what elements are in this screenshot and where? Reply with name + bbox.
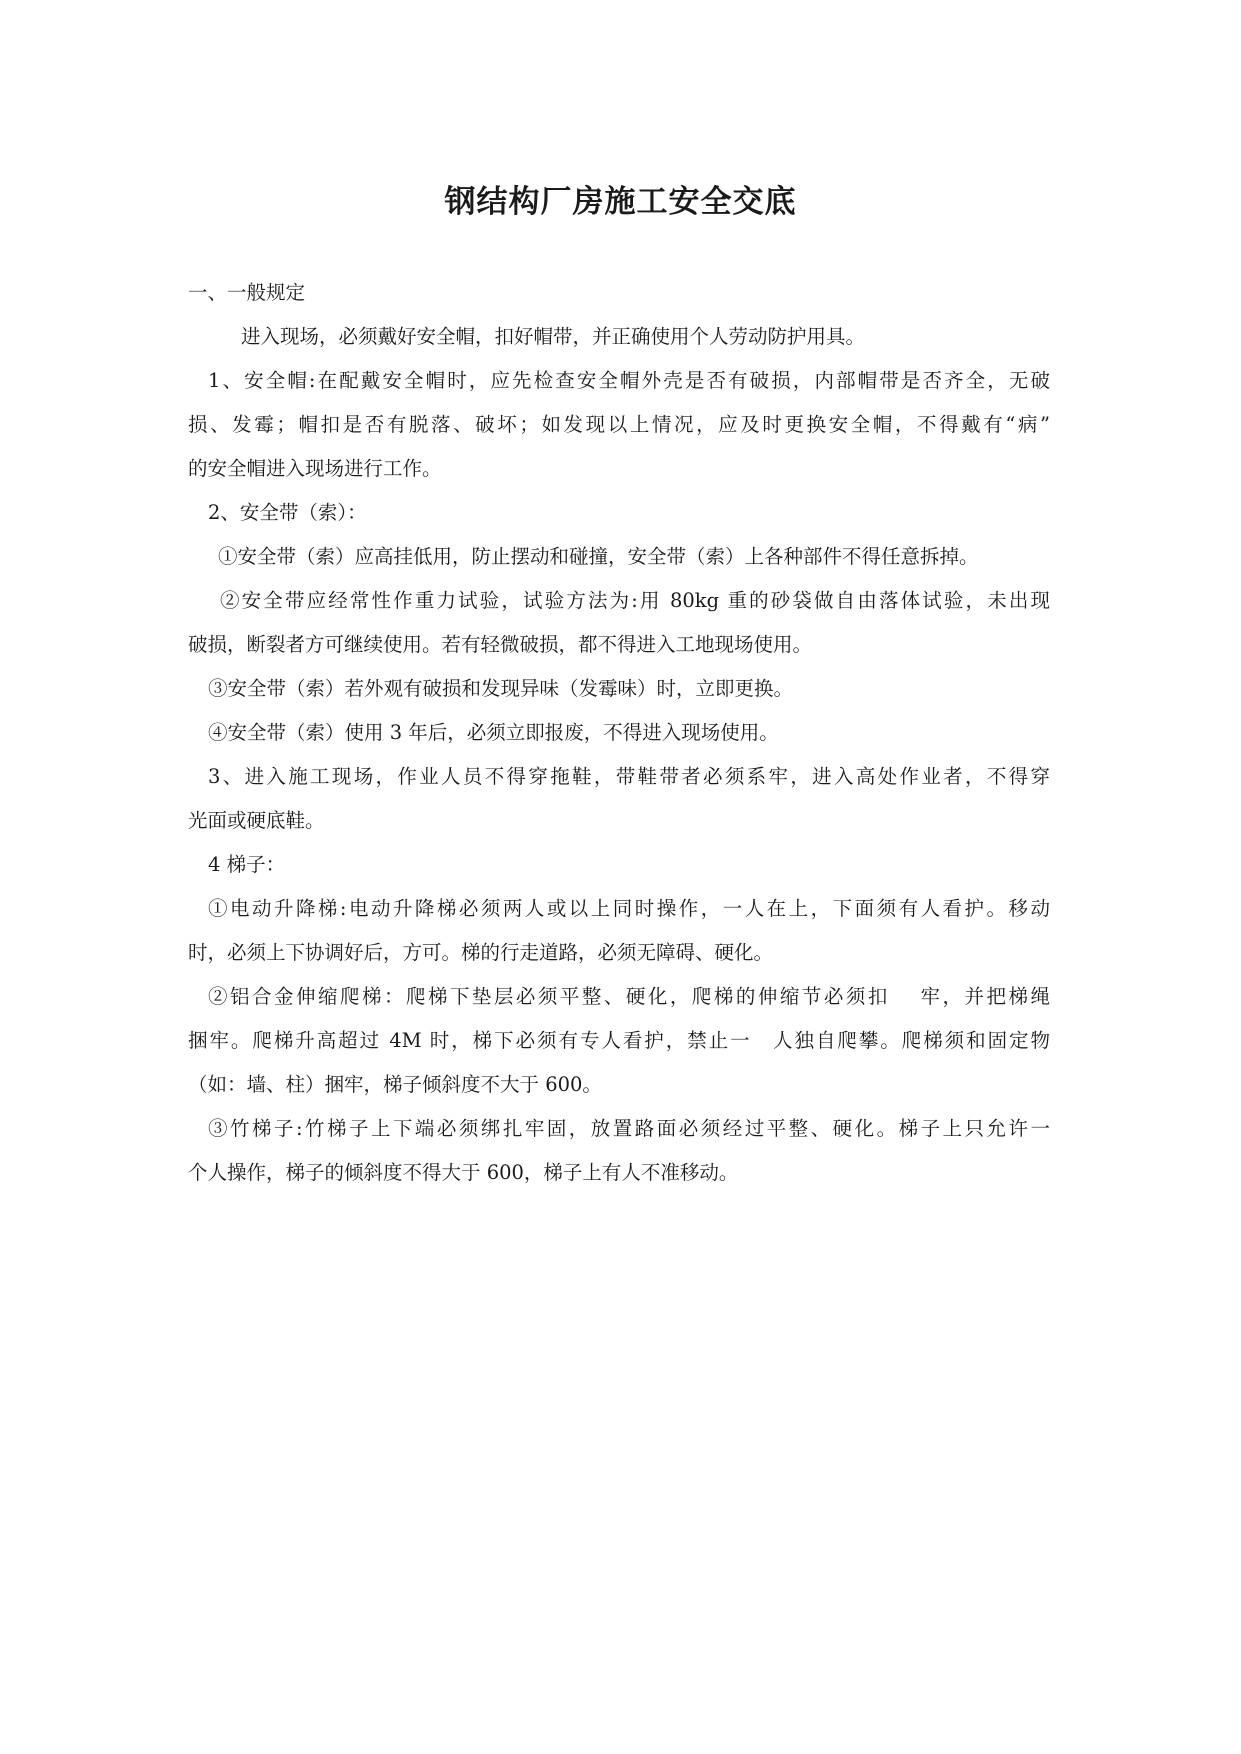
paragraph-line: 3、进入施工现场，作业人员不得穿拖鞋，带鞋带者必须系牢，进入高处作业者，不得穿 — [208, 765, 1050, 788]
paragraph-line: 进入现场，必须戴好安全帽，扣好帽带，并正确使用个人劳动防护用具。 — [241, 325, 866, 348]
paragraph-line: 破损，断裂者方可继续使用。若有轻微破损，都不得进入工地现场使用。 — [188, 633, 813, 656]
paragraph-line: ④安全带（索）使用 3 年后，必须立即报废，不得进入现场使用。 — [208, 721, 779, 744]
paragraph-line: 时，必须上下协调好后，方可。梯的行走道路，必须无障碍、硬化。 — [188, 941, 774, 964]
paragraph-line: 的安全帽进入现场进行工作。 — [188, 457, 442, 480]
document-body — [188, 271, 1050, 1195]
paragraph-line: 个人操作，梯子的倾斜度不得大于 600，梯子上有人不准移动。 — [188, 1161, 739, 1184]
paragraph-line: 2、安全带（索）： — [208, 501, 367, 524]
paragraph-line: 光面或硬底鞋。 — [188, 809, 325, 832]
paragraph-line: 1、安全帽:在配戴安全帽时，应先检查安全帽外壳是否有破损，内部帽带是否齐全，无破 — [208, 369, 1050, 392]
paragraph-line: 损、发霉；帽扣是否有脱落、破坏；如发现以上情况，应及时更换安全帽，不得戴有“病” — [188, 413, 1050, 436]
paragraph-line: （如：墙、柱）捆牢，梯子倾斜度不大于 600。 — [188, 1073, 602, 1096]
paragraph-line: 4 梯子： — [208, 853, 286, 876]
paragraph-line: ①安全带（索）应高挂低用，防止摆动和碰撞，安全带（索）上各种部件不得任意拆掉。 — [218, 545, 979, 568]
paragraph-line: ③竹梯子:竹梯子上下端必须绑扎牢固，放置路面必须经过平整、硬化。梯子上只允许一 — [208, 1117, 1050, 1140]
paragraph-line: ③安全带（索）若外观有破损和发现异味（发霉味）时，立即更换。 — [208, 677, 794, 700]
paragraph-line: ②铝合金伸缩爬梯：爬梯下垫层必须平整、硬化，爬梯的伸缩节必须扣 牢，并把梯绳 — [208, 985, 1050, 1008]
document-title: 钢结构厂房施工安全交底 — [444, 184, 797, 220]
section-heading: 一、一般规定 — [188, 281, 306, 304]
paragraph-line: 捆牢。爬梯升高超过 4M 时，梯下必须有专人看护，禁止一 人独自爬攀。爬梯须和固定物 — [188, 1029, 1050, 1052]
paragraph-line: ①电动升降梯:电动升降梯必须两人或以上同时操作，一人在上，下面须有人看护。移动 — [208, 897, 1050, 920]
paragraph-line: ②安全带应经常性作重力试验，试验方法为:用 80kg 重的砂袋做自由落体试验，未出现 — [220, 589, 1050, 612]
